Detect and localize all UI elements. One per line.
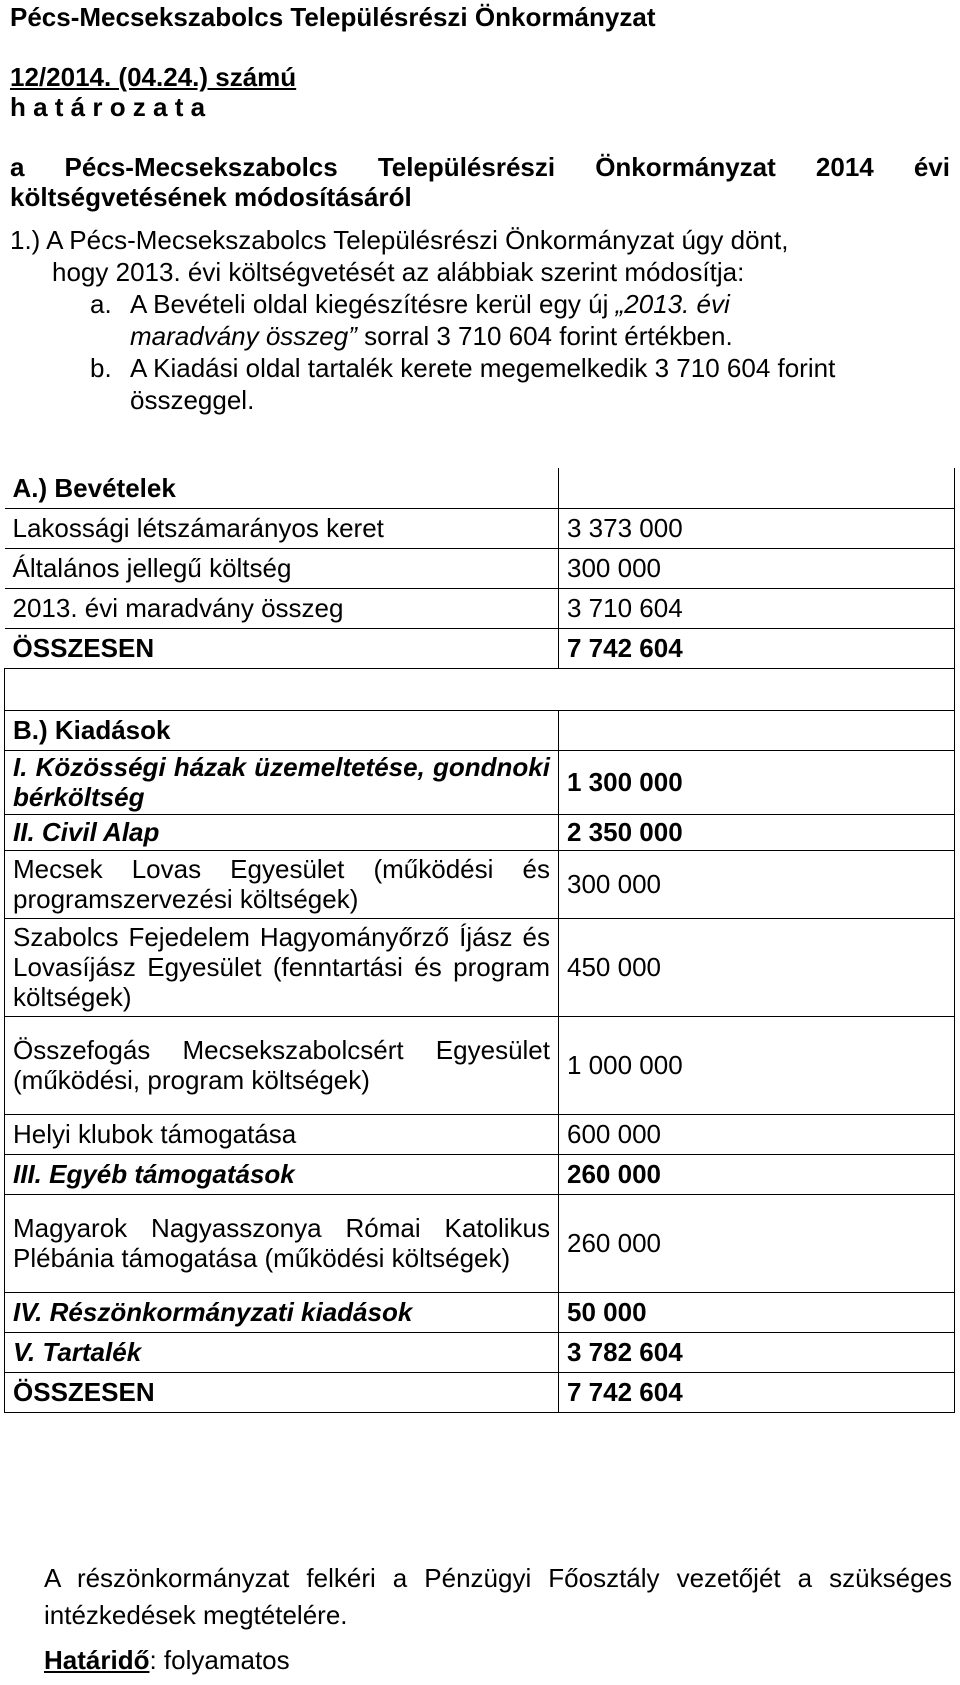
table-row: [5, 1154, 955, 1194]
resolution-word: h a t á r o z a t a: [10, 92, 206, 122]
table-row: [5, 1292, 955, 1332]
budget-table: [4, 468, 955, 1413]
civil-value: 1 000 000: [559, 1016, 955, 1114]
expense-IV-value: 50 000: [559, 1292, 955, 1332]
table-row: [5, 1194, 955, 1292]
other-label: Magyarok Nagyasszonya Római Katolikus Plébánia támogatása (működési költségek): [5, 1194, 559, 1292]
revenue-label: Általános jellegű költség: [5, 548, 559, 588]
expense-V-value: 3 782 604: [559, 1332, 955, 1372]
revenue-value: 300 000: [559, 548, 955, 588]
civil-value: 450 000: [559, 918, 955, 1016]
revenue-total-value: 7 742 604: [559, 628, 955, 668]
civil-value: 300 000: [559, 850, 955, 918]
item-b-marker: b.: [90, 353, 112, 383]
table-row: [5, 1332, 955, 1372]
item-a-marker: a.: [90, 289, 112, 319]
table-row: [5, 1016, 955, 1114]
revenue-label: 2013. évi maradvány összeg: [5, 588, 559, 628]
civil-label: Összefogás Mecsekszabolcsért Egyesület (működési, program költségek): [5, 1016, 559, 1114]
revenue-total-label: ÖSSZESEN: [5, 628, 559, 668]
table-row: [5, 850, 955, 918]
table-row: [5, 814, 955, 850]
paragraph-1-line-2: hogy 2013. évi költségvetését az alábbiak szerint módosítja:: [52, 257, 745, 287]
expense-III-label: III. Egyéb támogatások: [5, 1154, 559, 1194]
civil-label: Szabolcs Fejedelem Hagyományőrző Íjász és Lovasíjász Egyesület (fenntartási és program költségek): [5, 918, 559, 1016]
subject-line-1: a Pécs-Mecsekszabolcs Településrészi Önkormányzat 2014 évi: [10, 152, 950, 182]
revenue-value: 3 373 000: [559, 508, 955, 548]
resolution-number: 12/2014. (04.24.) számú: [10, 62, 297, 92]
closing-request: A részönkormányzat felkéri a Pénzügyi Főosztály vezetőjét a szükséges intézkedések megtételére.: [44, 1563, 952, 1630]
expense-II-label: II. Civil Alap: [5, 814, 559, 850]
expense-total-value: 7 742 604: [559, 1372, 955, 1412]
table-row: [5, 508, 955, 548]
expense-total-label: ÖSSZESEN: [5, 1372, 559, 1412]
spacer-row: [5, 668, 955, 710]
item-b-line-1: A Kiadási oldal tartalék kerete megemelkedik 3 710 604 forint: [130, 353, 836, 383]
revenue-header: A.) Bevételek: [5, 468, 559, 508]
item-a-italic-2: maradvány összeg”: [130, 321, 357, 351]
expense-II-value: 2 350 000: [559, 814, 955, 850]
org-name: Pécs-Mecsekszabolcs Településrészi Önkormányzat: [10, 2, 656, 32]
table-row: [5, 1372, 955, 1412]
deadline-label: Határidő: [44, 1645, 150, 1675]
deadline-separator: :: [149, 1645, 164, 1675]
table-row: [5, 918, 955, 1016]
expense-I-value: 1 300 000: [559, 750, 955, 814]
paragraph-1-line-1: 1.) A Pécs-Mecsekszabolcs Településrészi Önkormányzat úgy dönt,: [10, 225, 789, 255]
deadline-line: [44, 1645, 290, 1675]
table-row: [5, 588, 955, 628]
civil-label: Helyi klubok támogatása: [5, 1114, 559, 1154]
item-a-text-2: sorral 3 710 604 forint értékben.: [356, 321, 733, 351]
civil-value: 600 000: [559, 1114, 955, 1154]
expense-I-label: I. Közösségi házak üzemeltetése, gondnoki bérköltség: [5, 750, 559, 814]
table-row: [5, 750, 955, 814]
revenue-label: Lakossági létszámarányos keret: [5, 508, 559, 548]
item-a-italic-1: „2013. évi: [615, 289, 730, 319]
expense-III-value: 260 000: [559, 1154, 955, 1194]
expense-V-label: V. Tartalék: [5, 1332, 559, 1372]
table-row: [5, 548, 955, 588]
deadline-value: folyamatos: [163, 1645, 290, 1675]
civil-label: Mecsek Lovas Egyesület (működési és programszervezési költségek): [5, 850, 559, 918]
item-a-line-2: [130, 321, 733, 351]
revenue-value: 3 710 604: [559, 588, 955, 628]
table-row: [5, 1114, 955, 1154]
expense-header: B.) Kiadások: [5, 710, 559, 750]
table-row: [5, 628, 955, 668]
subject-line-2: költségvetésének módosításáról: [10, 182, 412, 212]
expense-IV-label: IV. Részönkormányzati kiadások: [5, 1292, 559, 1332]
item-b-line-2: összeggel.: [130, 385, 255, 415]
item-a-line-1: [130, 289, 730, 319]
item-a-text: A Bevételi oldal kiegészítésre kerül egy új: [130, 289, 616, 319]
other-value: 260 000: [559, 1194, 955, 1292]
